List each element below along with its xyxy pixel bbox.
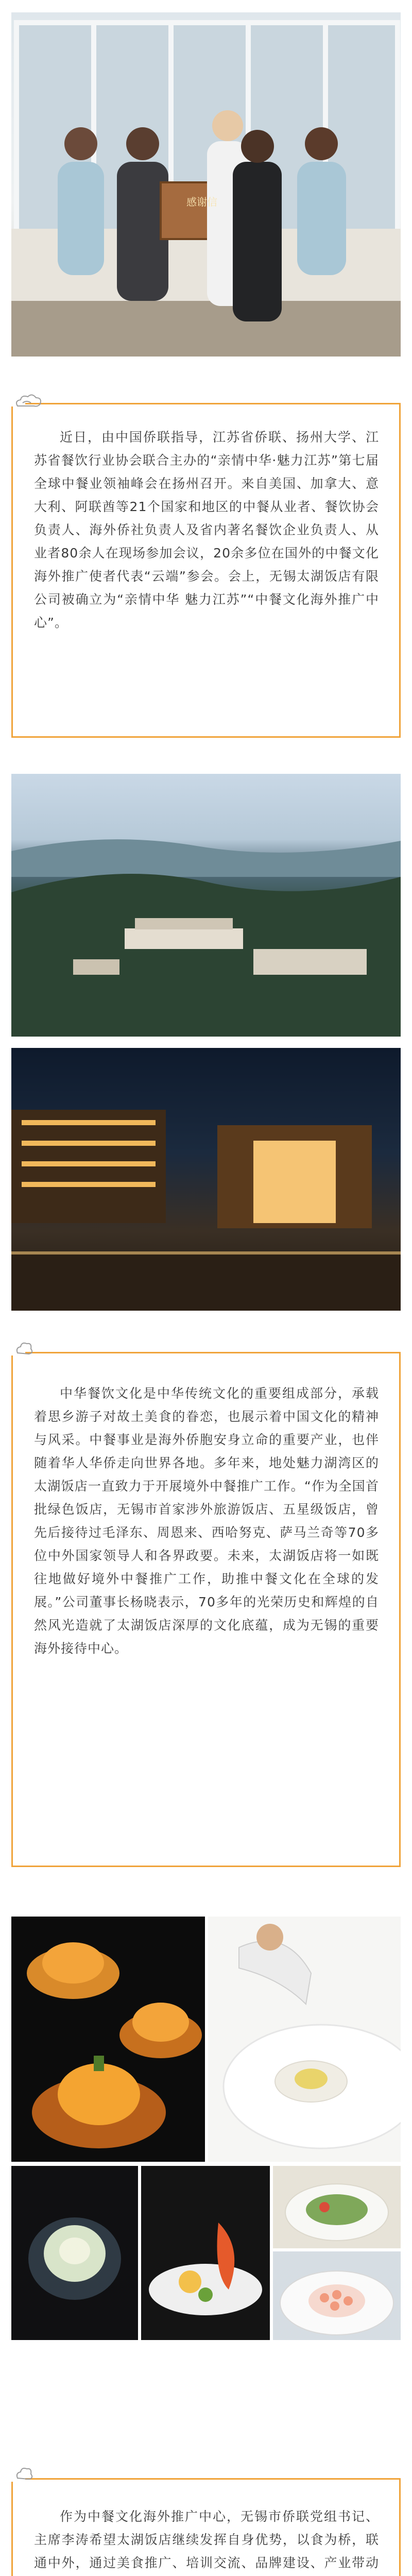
food-shrimp-dish-photo	[273, 2251, 401, 2340]
hotel-night-facade-photo	[11, 1048, 401, 1311]
food-shrimp-plate-photo	[141, 2166, 270, 2340]
intro-paragraph: 近日，由中国侨联指导，江苏省侨联、扬州大学、江苏省餐饮行业协会联合主办的“亲情中华·魅力江苏”第七届全球中餐业领袖峰会在扬州召开。来自美国、加拿大、意大利、阿联酋等21个国家和地区的中餐从业者、餐饮协会负责人、海外侨社负责人及省内著名餐饮企业负责人、从业者80余人在现场参加会议，20余多位在国外的中餐文化海外推广使者代表“云端”参会。会上，无锡太湖饭店有限公司被确立为“亲情中华 魅力江苏”“中餐文化海外推广中心”。	[34, 430, 379, 630]
cloud-ornament-icon	[14, 2465, 35, 2482]
cloud-ornament-icon	[13, 392, 44, 412]
lake-hotel-aerial-photo	[11, 774, 401, 1037]
center-role-paragraph: 作为中餐文化海外推广中心，无锡市侨联党组书记、主席李涛希望太湖饭店继续发挥自身优势，以食为桥，联通中外，通过美食推广、培训交流、品牌建设、产业带动	[34, 2509, 379, 2570]
plaque-text: 感谢信	[186, 196, 217, 208]
award-ceremony-photo	[11, 12, 401, 357]
cloud-ornament-icon	[14, 1340, 35, 1357]
food-plated-dish-photo	[208, 1917, 401, 2162]
food-dessert-photo	[11, 1917, 205, 2162]
food-soup-bowl-photo	[11, 2166, 138, 2340]
food-salad-photo	[273, 2166, 401, 2248]
history-paragraph: 中华餐饮文化是中华传统文化的重要组成部分，承载着思乡游子对故土美食的眷恋，也展示着中国文化的精神与风采。中餐事业是海外侨胞安身立命的重要产业，也伴随着华人华侨走向世界各地。多年来，地处魅力湖湾区的太湖饭店一直致力于开展境外中餐推广工作。“作为全国首批绿色饭店，无锡市首家涉外旅游饭店、五星级饭店，曾先后接待过毛泽东、周恩来、西哈努克、萨马兰奇等70多位中外国家领导人和各界政要。未来，太湖饭店将一如既往地做好境外中餐推广工作，助推中餐文化在全球的发展。”公司董事长杨晓表示，70多年的光荣历史和辉煌的自然风光造就了太湖饭店深厚的文化底蕴，成为无锡的重要海外接待中心。	[34, 1386, 379, 1656]
